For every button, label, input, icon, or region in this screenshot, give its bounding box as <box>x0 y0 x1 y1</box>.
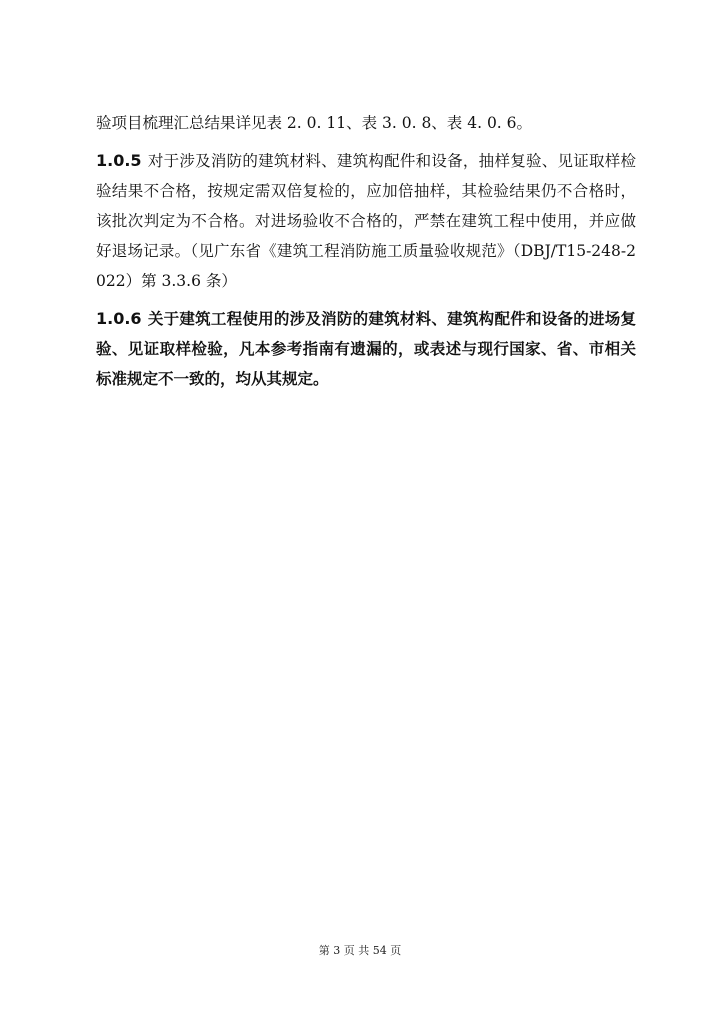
clause-number: 1.0.6 <box>96 309 142 328</box>
clause-text: 对于涉及消防的建筑材料、建筑构配件和设备，抽样复验、见证取样检验结果不合格，按规定需双倍复检的，应加倍抽样，其检验结果仍不合格时，该批次判定为不合格。对进场验收不合格的，严禁在建筑工程中使用，并应做好退场记录。（见广东省《建筑工程消防施工质量验收规范》（DBJ/T15-248-2022）第 3.3.6 条） <box>96 152 636 290</box>
page-footer <box>0 942 720 958</box>
paragraph-continuation <box>96 108 636 138</box>
paragraph-text: 验项目梳理汇总结果详见表 2. 0. 11、表 3. 0. 8、表 4. 0. 6。 <box>96 114 533 132</box>
document-body <box>96 108 636 394</box>
clause-1-0-5 <box>96 146 636 296</box>
clause-1-0-6 <box>96 304 636 394</box>
clause-text: 关于建筑工程使用的涉及消防的建筑材料、建筑构配件和设备的进场复验、见证取样检验，凡本参考指南有遗漏的，或表述与现行国家、省、市相关标准规定不一致的，均从其规定。 <box>96 310 636 388</box>
clause-number: 1.0.5 <box>96 151 142 170</box>
page-number-label: 第 3 页 共 54 页 <box>318 944 402 957</box>
